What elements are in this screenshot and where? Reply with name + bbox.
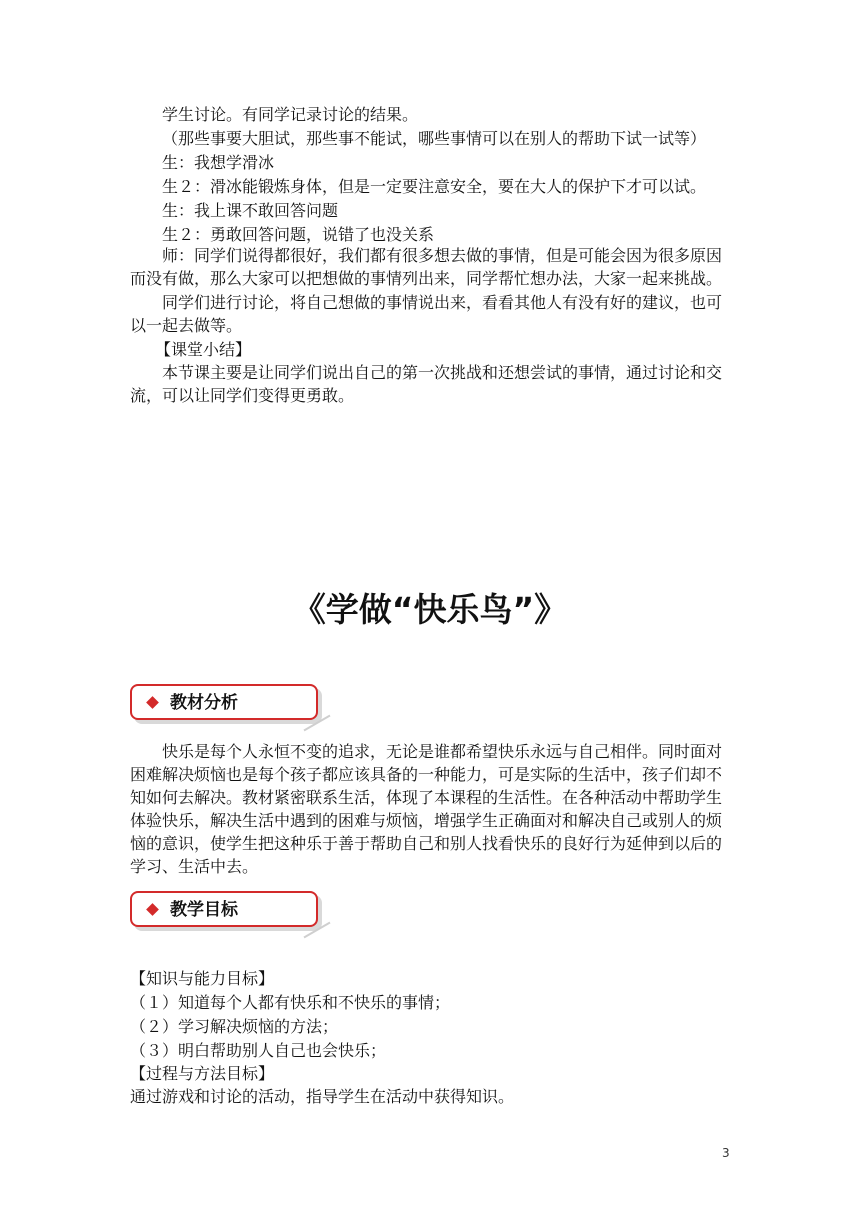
section-header-goals bbox=[130, 891, 318, 927]
lesson-title: 《学做“快乐鸟”》 bbox=[292, 590, 568, 629]
section-label: 教材分析 bbox=[170, 693, 238, 713]
section-header-analysis bbox=[130, 684, 318, 720]
decorative-line bbox=[304, 715, 331, 732]
discussion-note: （那些事要大胆试，那些事不能试，哪些事情可以在别人的帮助下试一试等） bbox=[162, 129, 707, 148]
student-line: 生：我想学滑冰 bbox=[162, 153, 275, 172]
summary-paragraph: 本节课主要是让同学们说出自己的第一次挑战和还想尝试的事情，通过讨论和交流，可以让同学们变得更勇敢。 bbox=[130, 363, 723, 405]
process-text: 通过游戏和讨论的活动，指导学生在活动中获得知识。 bbox=[130, 1087, 515, 1106]
section-label: 教学目标 bbox=[170, 900, 238, 920]
knowledge-heading: 【知识与能力目标】 bbox=[130, 969, 275, 988]
discussion-line: 学生讨论。有同学记录讨论的结果。 bbox=[162, 105, 419, 124]
goal-item: （３）明白帮助别人自己也会快乐； bbox=[130, 1041, 387, 1060]
student-line: 生２：滑冰能锻炼身体，但是一定要注意安全，要在大人的保护下才可以试。 bbox=[162, 177, 707, 196]
teacher-paragraph: 师：同学们说得都很好，我们都有很多想去做的事情，但是可能会因为很多原因而没有做，那么大家可以把想做的事情列出来，同学帮忙想办法，大家一起来挑战。 bbox=[130, 246, 723, 288]
decorative-line bbox=[304, 922, 331, 939]
goal-item: （１）知道每个人都有快乐和不快乐的事情； bbox=[130, 993, 451, 1012]
student-line: 生２：勇敢回答问题，说错了也没关系 bbox=[162, 225, 435, 244]
student-line: 生：我上课不敢回答问题 bbox=[162, 201, 339, 220]
summary-heading: 【课堂小结】 bbox=[155, 340, 252, 359]
page-number: 3 bbox=[722, 1146, 730, 1160]
analysis-paragraph: 快乐是每个人永恒不变的追求，无论是谁都希望快乐永远与自己相伴。同时面对困难解决烦恼也是每个孩子都应该具备的一种能力，可是实际的生活中，孩子们却不知如何去解决。教材紧密联系生活，体现了本课程的生活性。在各种活动中帮助学生体验快乐，解决生活中遇到的困难与烦恼，增强学生正确面对和解决自己或别人的烦恼的意识，使学生把这种乐于善于帮助自己和别人找看快乐的良好行为延伸到以后的学习、生活中去。 bbox=[130, 742, 723, 876]
process-heading: 【过程与方法目标】 bbox=[130, 1064, 275, 1083]
goal-item: （２）学习解决烦恼的方法； bbox=[130, 1017, 339, 1036]
diamond-bullet-icon bbox=[146, 903, 159, 916]
diamond-bullet-icon bbox=[146, 696, 159, 709]
discussion-paragraph: 同学们进行讨论，将自己想做的事情说出来，看看其他人有没有好的建议，也可以一起去做等。 bbox=[130, 293, 723, 335]
